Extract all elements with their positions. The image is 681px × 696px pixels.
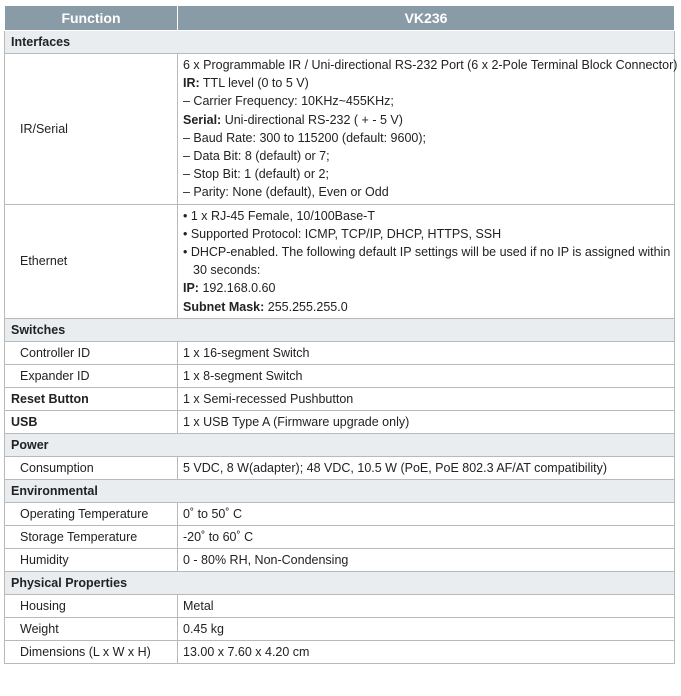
section-interfaces xyxy=(5,31,675,54)
section-power xyxy=(5,433,675,456)
spec-line xyxy=(183,298,674,316)
spec-key: Serial: xyxy=(183,112,222,127)
row-value: 1 x Semi-recessed Pushbutton xyxy=(178,387,675,410)
header-model: VK236 xyxy=(178,6,675,31)
row-value: 1 x USB Type A (Firmware upgrade only) xyxy=(178,410,675,433)
row-label: Operating Temperature xyxy=(5,502,178,525)
row-housing xyxy=(5,594,675,617)
row-label: Housing xyxy=(5,594,178,617)
section-environmental xyxy=(5,479,675,502)
row-label: Humidity xyxy=(5,548,178,571)
row-ethernet xyxy=(5,204,675,318)
spec-line: – Data Bit: 8 (default) or 7; xyxy=(183,149,330,164)
spec-line: – Carrier Frequency: 10KHz~455KHz; xyxy=(183,94,394,109)
row-controller-id xyxy=(5,341,675,364)
row-value: 0˚ to 50˚ C xyxy=(178,502,675,525)
row-storage-temperature xyxy=(5,525,675,548)
row-weight xyxy=(5,617,675,640)
row-label: Ethernet xyxy=(5,204,178,318)
spec-line: – Stop Bit: 1 (default) or 2; xyxy=(183,167,329,182)
row-value xyxy=(178,54,678,205)
row-label: Weight xyxy=(5,617,178,640)
row-value: -20˚ to 60˚ C xyxy=(178,525,675,548)
spec-value: Uni-directional RS-232 ( + - 5 V) xyxy=(221,112,403,127)
spec-value: TTL level (0 to 5 V) xyxy=(199,76,309,91)
section-title: Power xyxy=(5,433,675,456)
row-label: Dimensions (L x W x H) xyxy=(5,640,178,663)
row-value: 0 - 80% RH, Non-Condensing xyxy=(178,548,675,571)
row-expander-id xyxy=(5,364,675,387)
spec-key: IP: xyxy=(183,281,199,296)
section-title: Interfaces xyxy=(5,31,675,54)
row-label: Controller ID xyxy=(5,341,178,364)
spec-line: • DHCP-enabled. The following default IP settings will be used if no IP is assigned within 30 seconds: xyxy=(183,245,671,278)
row-usb xyxy=(5,410,675,433)
section-physical-properties xyxy=(5,571,675,594)
spec-value: 255.255.255.0 xyxy=(264,299,348,314)
spec-value: 192.168.0.60 xyxy=(198,281,276,296)
header-function: Function xyxy=(5,6,178,31)
row-label: USB xyxy=(5,410,178,433)
header-row xyxy=(5,6,675,31)
spec-line: – Parity: None (default), Even or Odd xyxy=(183,185,389,200)
section-title: Switches xyxy=(5,318,675,341)
spec-line: • 1 x RJ-45 Female, 10/100Base-T xyxy=(183,208,375,223)
row-label: Consumption xyxy=(5,456,178,479)
spec-line xyxy=(183,279,674,297)
spec-line: – Baud Rate: 300 to 115200 (default: 9600); xyxy=(183,130,427,145)
row-ir-serial xyxy=(5,54,675,205)
row-consumption xyxy=(5,456,675,479)
spec-line: 6 x Programmable IR / Uni-directional RS-232 Port (6 x 2-Pole Terminal Block Connector) xyxy=(183,58,678,72)
row-label: Storage Temperature xyxy=(5,525,178,548)
spec-key: Subnet Mask: xyxy=(183,299,265,314)
spec-line xyxy=(183,74,674,92)
spec-table xyxy=(4,5,678,664)
row-value: 0.45 kg xyxy=(178,617,675,640)
row-value xyxy=(178,204,675,318)
section-switches xyxy=(5,318,675,341)
row-label: Reset Button xyxy=(5,387,178,410)
spec-line: • Supported Protocol: ICMP, TCP/IP, DHCP, HTTPS, SSH xyxy=(183,226,502,241)
row-value: 1 x 16-segment Switch xyxy=(178,341,675,364)
row-label: Expander ID xyxy=(5,364,178,387)
row-label: IR/Serial xyxy=(5,54,178,205)
row-humidity xyxy=(5,548,675,571)
row-dimensions xyxy=(5,640,675,663)
row-value: Metal xyxy=(178,594,675,617)
row-value: 13.00 x 7.60 x 4.20 cm xyxy=(178,640,675,663)
row-value: 5 VDC, 8 W(adapter); 48 VDC, 10.5 W (PoE, PoE 802.3 AF/AT compatibility) xyxy=(178,456,675,479)
row-operating-temperature xyxy=(5,502,675,525)
section-title: Physical Properties xyxy=(5,571,675,594)
row-value: 1 x 8-segment Switch xyxy=(178,364,675,387)
spec-line xyxy=(183,111,674,129)
section-title: Environmental xyxy=(5,479,675,502)
spec-key: IR: xyxy=(183,76,200,91)
row-reset-button xyxy=(5,387,675,410)
